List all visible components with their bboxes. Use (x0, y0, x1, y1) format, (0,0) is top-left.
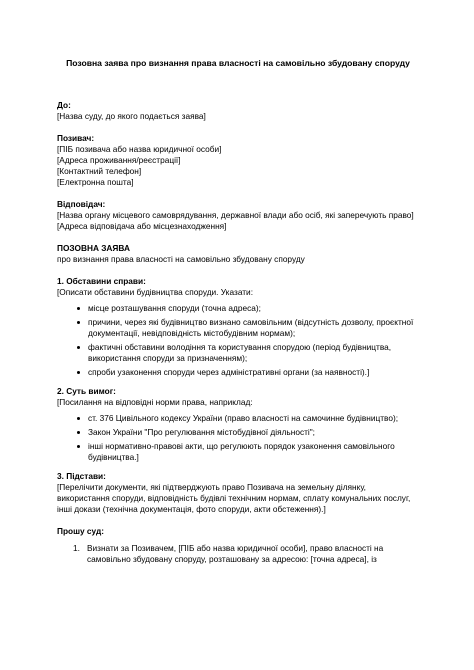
circumstances-intro: [Описати обставини будівництва споруди. Указати: (57, 287, 253, 297)
defendant-label: Відповідач: (57, 199, 106, 209)
request-item-number: 1. (73, 543, 80, 553)
claims-essence-section (57, 386, 419, 463)
grounds-section (57, 471, 419, 515)
to-section (57, 100, 419, 122)
document-title: Позовна заява про визнання права власності на самовільно збудовану спорудy (66, 58, 410, 68)
list-item: ст. 376 Цивільного кодексу України (право власності на самочинне будівництво); (88, 413, 419, 424)
request-section (57, 526, 419, 565)
circumstances-section (57, 276, 419, 378)
request-list (57, 543, 419, 565)
list-item: фактичні обставини володіння та користування спорудою (період будівництва, використання споруди за призначенням); (88, 342, 419, 364)
defendant-name: [Назва органу місцевого самоврядування, державної влади або осіб, які заперечують право] (57, 210, 414, 220)
list-item: інші нормативно-правові акти, що регулюють порядок узаконення самовільного будівництва.] (88, 441, 419, 463)
plaintiff-phone: [Контактний телефон] (57, 166, 142, 176)
claim-subheading: про визнання права власності на самовільно збудовану споруду (57, 254, 305, 264)
grounds-heading: 3. Підстави: (57, 471, 106, 481)
list-item: спроби узаконення споруди через адміністративні органи (за наявності).] (88, 367, 419, 378)
grounds-text: [Перелічити документи, які підтверджують право Позивача на земельну ділянку, використання споруди, відповідність будівлі технічним нормам, сплату комунальних послуг, інші докази (технічна документація, фото споруди, акти обстеження).] (57, 482, 411, 514)
to-label: До: (57, 100, 71, 110)
claims-essence-intro: [Посилання на відповідні норми права, наприклад: (57, 397, 253, 407)
list-item: місце розташування споруди (точна адреса); (88, 303, 419, 314)
request-heading: Прошу суд: (57, 526, 104, 536)
claims-essence-heading: 2. Суть вимог: (57, 386, 116, 396)
claim-section (57, 243, 419, 265)
to-value: [Назва суду, до якого подається заява] (57, 111, 206, 121)
claim-heading: ПОЗОВНА ЗАЯВА (57, 243, 130, 253)
claims-essence-list (57, 413, 419, 463)
plaintiff-section (57, 133, 419, 188)
document-content (57, 57, 419, 565)
plaintiff-name: [ПІБ позивача або назва юридичної особи] (57, 144, 222, 154)
circumstances-heading: 1. Обставини справи: (57, 276, 146, 286)
plaintiff-email: [Електронна пошта] (57, 177, 134, 187)
list-item: причини, через які будівництво визнано самовільним (відсутність дозволу, проєктної документації, невідповідність містобудівним нормам); (88, 317, 419, 339)
defendant-section (57, 199, 419, 232)
defendant-address: [Адреса відповідача або місцезнаходження] (57, 221, 227, 231)
plaintiff-address: [Адреса проживання/реєстрації] (57, 155, 181, 165)
circumstances-list (57, 303, 419, 378)
request-item-text: Визнати за Позивачем, [ПІБ або назва юридичної особи], право власності на самовільно збудовану споруду, розташовану за адресою: [точна адреса], із (87, 543, 384, 564)
list-item: Закон України "Про регулювання містобудівної діяльності"; (88, 427, 419, 438)
list-item (73, 543, 419, 565)
plaintiff-label: Позивач: (57, 133, 95, 143)
